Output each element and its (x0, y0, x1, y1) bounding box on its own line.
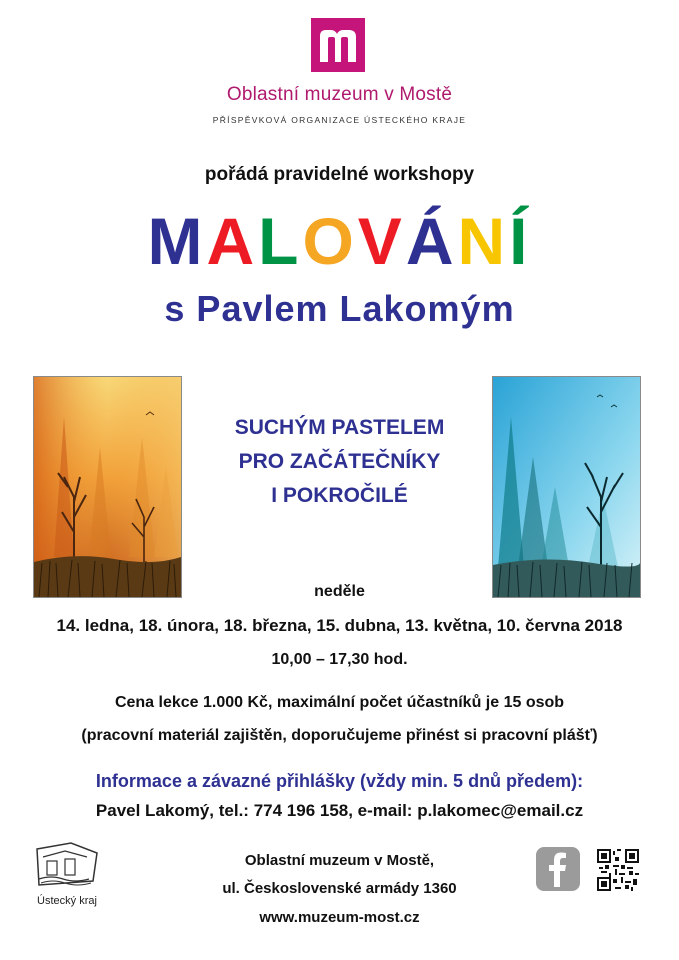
painting-orange-forest (33, 376, 182, 598)
price-info: Cena lekce 1.000 Kč, maximální počet účastníků je 15 osob (114, 694, 565, 711)
title-letter: Á (405, 204, 458, 278)
material-note: (pracovní materiál zajištěn, doporučujeme přinést si pracovní plášť) (81, 727, 598, 744)
registration-heading: Informace a závazné přihlášky (vždy min. 5 dnů předem): (95, 771, 584, 791)
museum-subtitle: PŘÍSPĚVKOVÁ ORGANIZACE ÚSTECKÉHO KRAJE (212, 115, 467, 125)
title-letter: V (357, 204, 406, 278)
museum-logo-mark (311, 18, 365, 72)
method-line-2: PRO ZAČÁTEČNÍKY (238, 450, 441, 473)
address-line-2: ul. Československé armády 1360 (222, 880, 457, 897)
title-letter: O (302, 204, 358, 278)
title-letter: M (147, 204, 207, 278)
event-subtitle: s Pavlem Lakomým (164, 288, 515, 329)
title-letter: Í (509, 204, 532, 278)
museum-name: Oblastní muzeum v Mostě (226, 84, 453, 105)
website-link[interactable]: www.muzeum-most.cz (259, 909, 420, 926)
title-letter: L (258, 204, 303, 278)
event-day: neděle (314, 583, 365, 600)
facebook-icon[interactable] (536, 847, 580, 891)
contact-line: Pavel Lakomý, tel.: 774 196 158, e-mail: p.lakomec@email.cz (95, 801, 584, 820)
event-dates: 14. ledna, 18. února, 18. března, 15. dubna, 13. května, 10. června 2018 (56, 616, 623, 635)
title-letter: N (457, 204, 510, 278)
qr-code-icon (597, 849, 639, 891)
event-title (0, 206, 679, 276)
title-letter: A (206, 204, 259, 278)
method-line-3: I POKROČILÉ (271, 484, 408, 507)
region-label: Ústecký kraj (37, 895, 97, 907)
workshop-method (185, 411, 494, 513)
painting-blue-forest (492, 376, 641, 598)
intro-line: pořádá pravidelné workshopy (204, 164, 475, 185)
method-line-1: SUCHÝM PASTELEM (234, 416, 445, 439)
address-line-1: Oblastní muzeum v Mostě, (244, 852, 435, 869)
event-hours: 10,00 – 17,30 hod. (271, 651, 408, 668)
